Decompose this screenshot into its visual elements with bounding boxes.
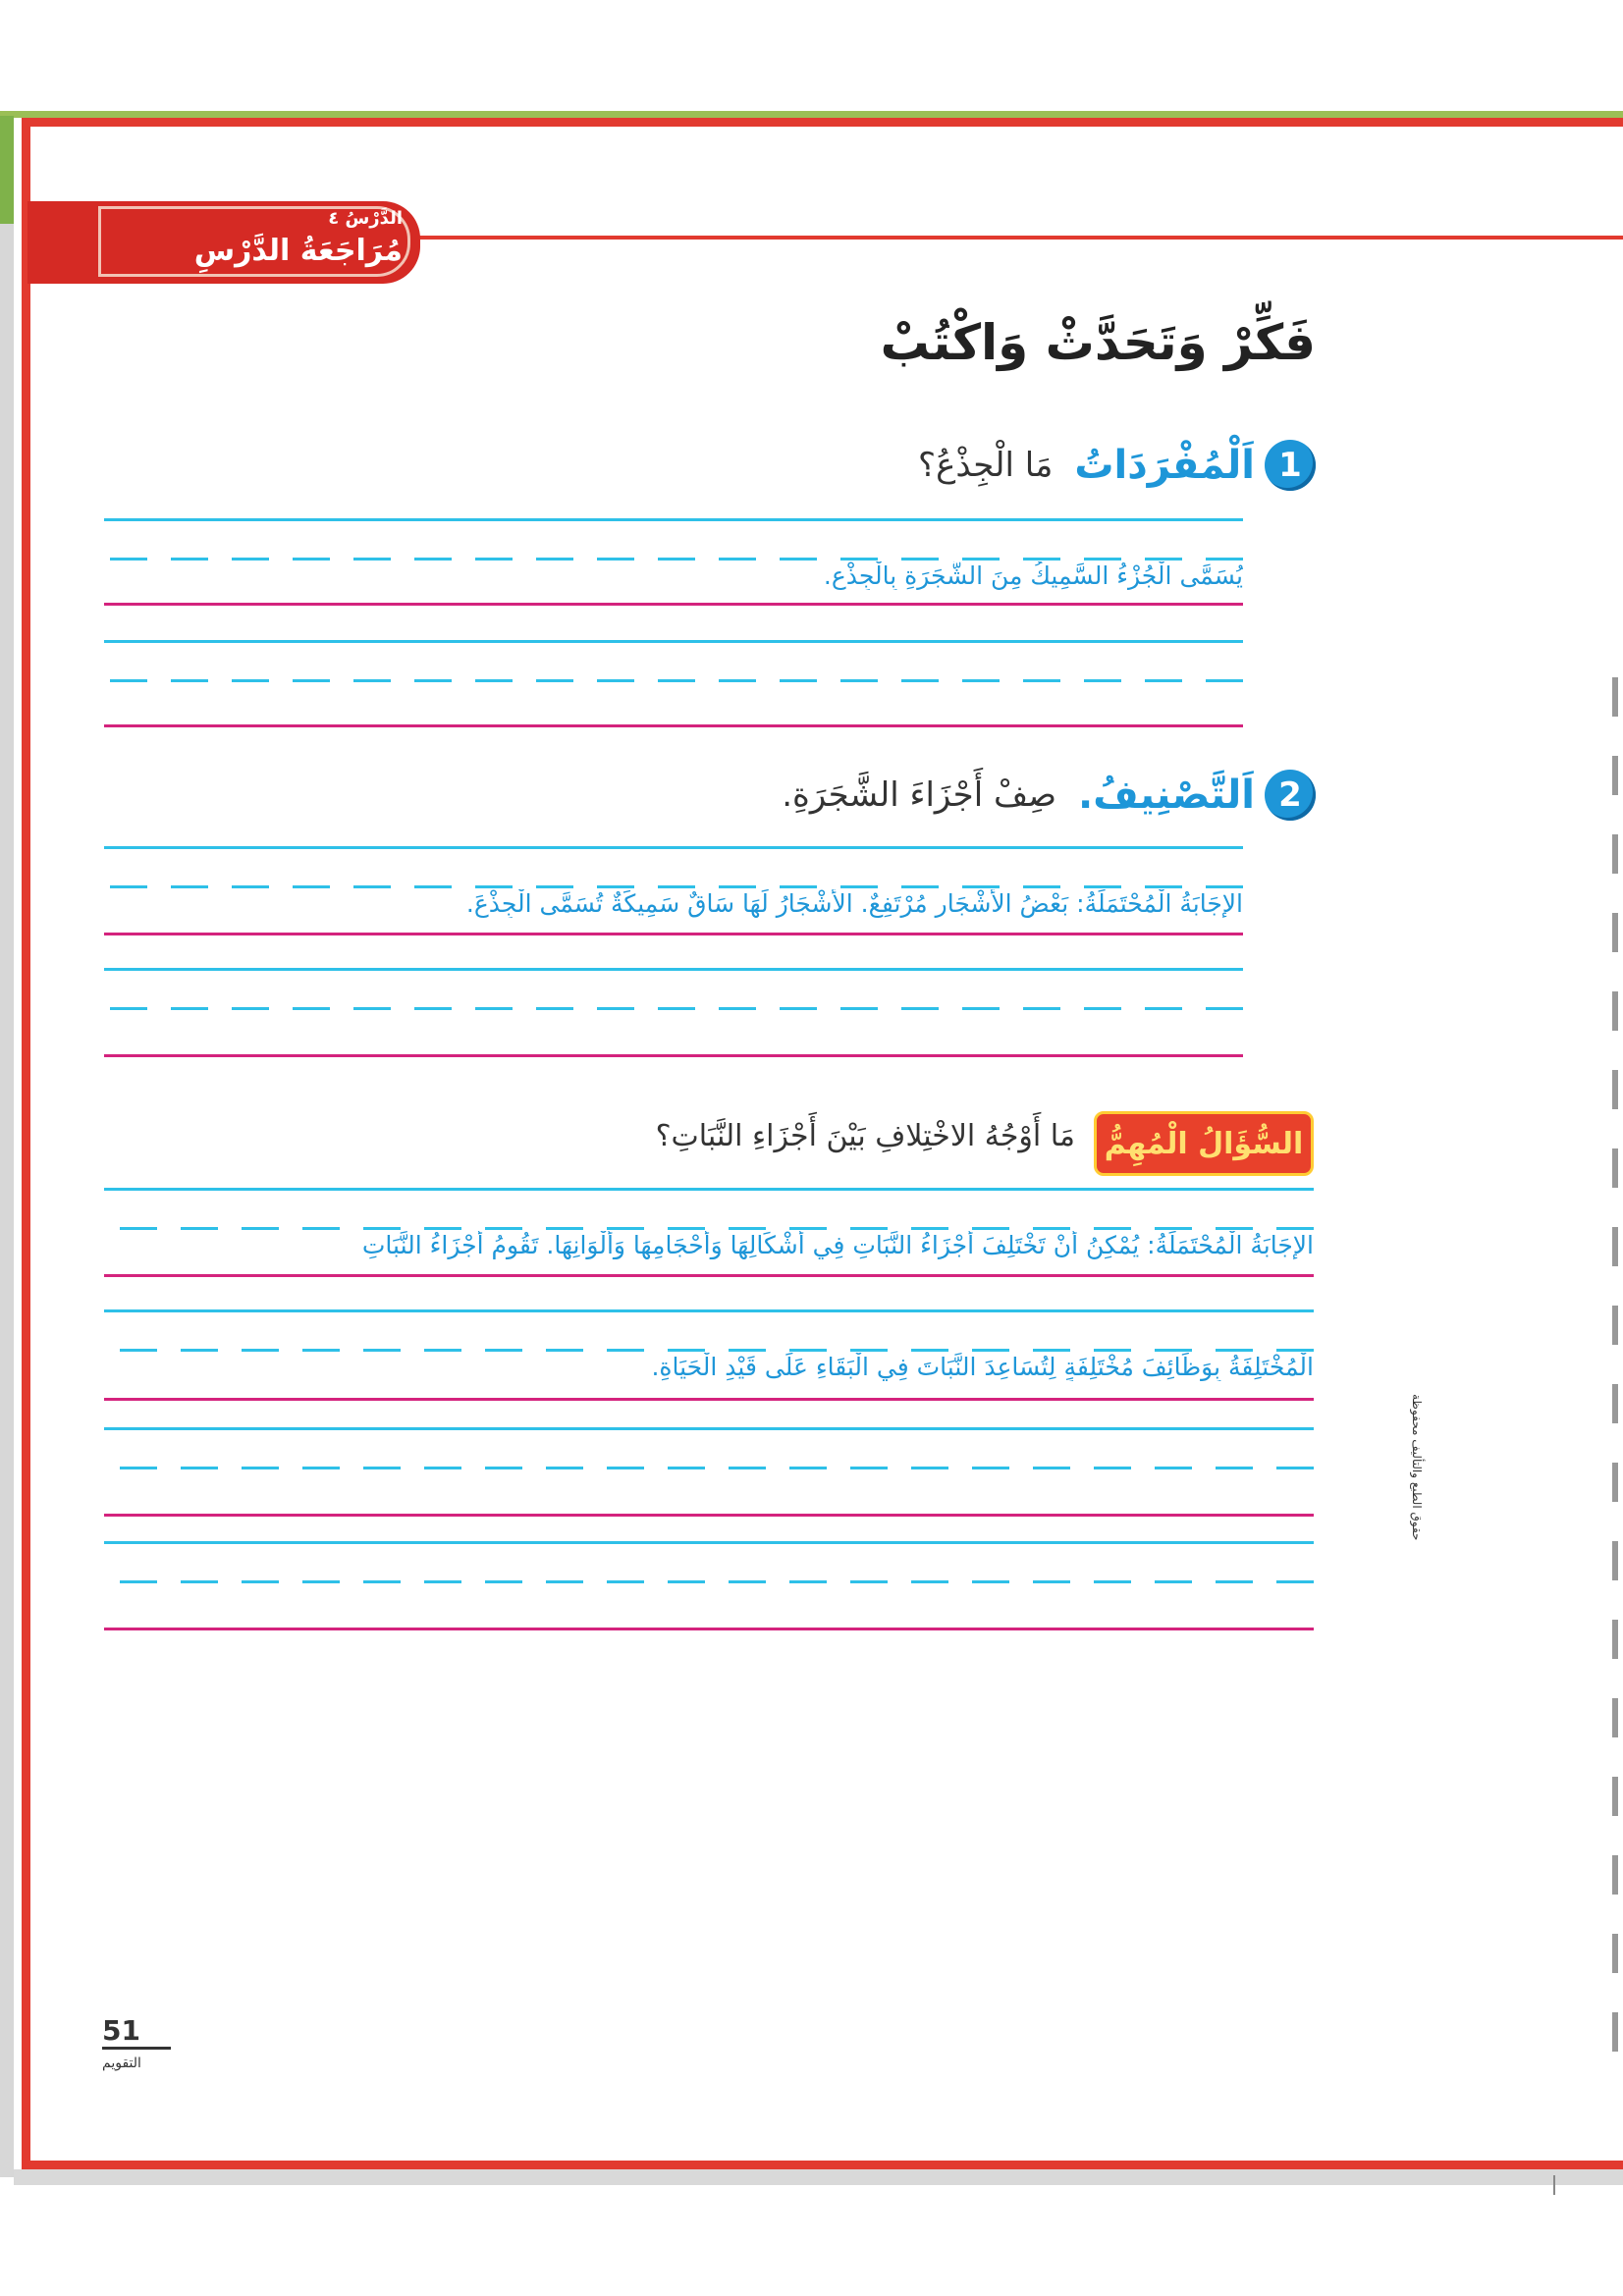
- lesson-title: مُرَاجَعَةُ الدَّرْسِ: [193, 234, 403, 268]
- guide-line-baseline: [104, 603, 1243, 606]
- question-2: [589, 764, 1316, 827]
- guide-line-solid: [104, 968, 1243, 971]
- guide-line-dashed: [104, 679, 1243, 682]
- guide-line-baseline: [104, 1054, 1243, 1057]
- guide-line-baseline: [104, 1398, 1314, 1401]
- header-rule: [403, 236, 1623, 240]
- guide-line-solid: [104, 1427, 1314, 1430]
- guide-line-dashed: [104, 885, 1243, 888]
- question-text: مَا الْجِذْعُ؟: [918, 446, 1054, 485]
- lesson-number: الدَّرْسُ ٤: [328, 208, 403, 229]
- guide-line-solid: [104, 846, 1243, 849]
- right-edge-marks: [1612, 677, 1618, 2052]
- question-1: [687, 434, 1316, 497]
- page-bottom-shadow: [14, 2169, 1623, 2185]
- left-green-edge: [0, 116, 14, 224]
- guide-line-solid: [104, 640, 1243, 643]
- question-number-badge: 2: [1265, 770, 1316, 821]
- page-title: فَكِّرْ وَتَحَدَّثْ وَاكْتُبْ: [880, 314, 1316, 371]
- answer-text: الإِجَابَةُ الْمُحْتَمَلَةُ: بَعْضُ الأَشْجَارِ مُرْتَفِعٌ. الأَشْجَارُ لَهَا سَاقٌ سَمِيكَةٌ تُسَمَّى الْجِذْعَ.: [465, 889, 1243, 918]
- guide-line-solid: [104, 1309, 1314, 1312]
- question-number-badge: 1: [1265, 440, 1316, 491]
- answer-text: يُسَمَّى الْجُزْءُ السَّمِيكُ مِنَ الشَّجَرَةِ بِالْجِذْعِ.: [823, 561, 1243, 590]
- page-number: 51: [102, 2014, 171, 2050]
- left-grey-edge: [0, 224, 14, 2177]
- essential-question-text: مَا أَوْجُهُ الاخْتِلافِ بَيْنَ أَجْزَاءِ النَّبَاتِ؟: [655, 1119, 1075, 1153]
- guide-line-solid: [104, 518, 1243, 521]
- guide-line-baseline: [104, 933, 1243, 935]
- guide-line-dashed: [104, 1580, 1314, 1583]
- guide-line-baseline: [104, 1628, 1314, 1630]
- guide-line-solid: [104, 1188, 1314, 1191]
- guide-line-baseline: [104, 1274, 1314, 1277]
- guide-line-baseline: [104, 1514, 1314, 1517]
- question-keyword: اَلْمُفْرَدَاتُ: [1074, 443, 1255, 488]
- answer-text-line-1: الإِجَابَةُ الْمُحْتَمَلَةُ: يُمْكِنُ أَنْ تَخْتَلِفَ أَجْزَاءُ النَّبَاتِ فِي أَشْكَالِهَا وَأَحْجَامِهَا وَأَلْوَانِهَا. تَقُومُ أَجْزَاءُ النَّبَاتِ: [361, 1231, 1314, 1259]
- answer-text-line-2: الْمُخْتَلِفَةُ بِوَظَائِفَ مُخْتَلِفَةٍ لِتُسَاعِدَ النَّبَاتَ فِي الْبَقَاءِ عَلَى قَيْدِ الْحَيَاةِ.: [651, 1353, 1314, 1381]
- page-section-label: التقويم: [102, 2056, 141, 2071]
- guide-line-dashed: [104, 1007, 1243, 1010]
- top-green-bar: [0, 111, 1623, 118]
- copyright-note: حقوق الطبع والتأليف محفوظة: [1410, 1394, 1424, 1541]
- bottom-tick: [1553, 2175, 1555, 2195]
- question-text: صِفْ أَجْزَاءَ الشَّجَرَةِ.: [782, 775, 1057, 815]
- guide-line-dashed: [104, 558, 1243, 561]
- guide-line-dashed: [104, 1349, 1314, 1352]
- guide-line-baseline: [104, 724, 1243, 727]
- essential-question-badge: السُّؤَالُ الْمُهِمُّ: [1094, 1111, 1314, 1176]
- guide-line-solid: [104, 1541, 1314, 1544]
- guide-line-dashed: [104, 1467, 1314, 1469]
- question-keyword: اَلتَّصْنِيفُ.: [1078, 773, 1255, 818]
- guide-line-dashed: [104, 1227, 1314, 1230]
